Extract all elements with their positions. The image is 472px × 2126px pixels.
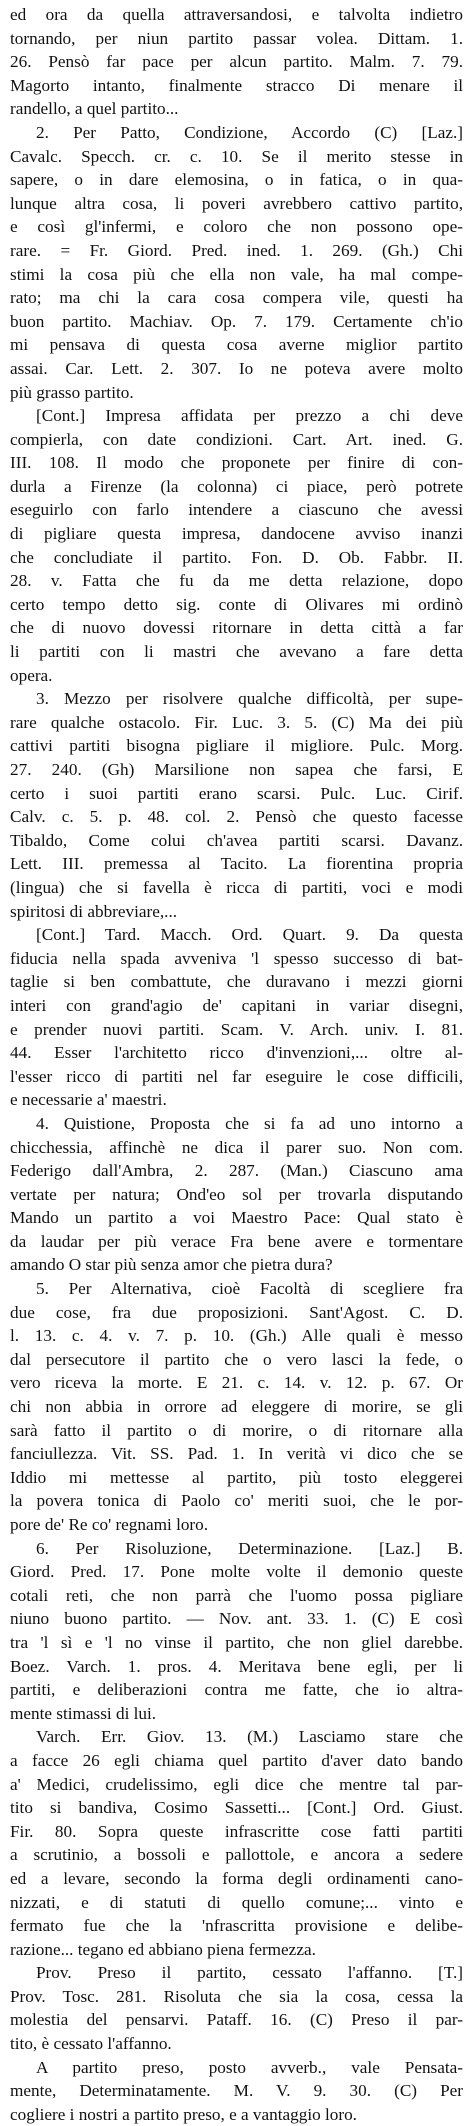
text-line: partiti, e deliberazioni contra me fatte, che io altra-	[10, 1680, 463, 1700]
text-line: Tibaldo, Come colui ch'avea partiti scarsi. Davanz.	[10, 830, 463, 850]
text-line: Giord. Pred. 17. Pone molte volte il demonio queste	[10, 1562, 463, 1582]
text-line: mente, Determinatamente. M. V. 9. 30. (C) Per	[10, 2081, 463, 2101]
text-line: (lingua) che si favella è ricca di partiti, voci e modi	[10, 877, 463, 897]
text-line: ed ora da quella attraversandosi, e talvolta indietro	[10, 5, 463, 24]
text-line: rare. = Fr. Giord. Pred. ined. 1. 269. (Gh.) Chi	[10, 240, 463, 260]
text-line: 5. Per Alternativa, cioè Facoltà di scegliere fra	[36, 1279, 463, 1299]
text-line: Federigo dall'Ambra, 2. 287. (Man.) Ciascuno ama	[10, 1161, 463, 1181]
text-line: più grasso partito.	[10, 382, 134, 402]
text-line: Iddio mi mettesse al partito, più tosto eleggerei	[10, 1467, 463, 1487]
text-line: opera.	[10, 665, 53, 685]
text-line: rato; ma chi la cara cosa compera vile, questi ha	[10, 288, 463, 308]
text-line: la povera tonica di Paolo co' meriti suoi, che le por-	[10, 1491, 463, 1511]
text-line: sapere, o in dare elemosina, o in fatica, o in qua-	[10, 170, 463, 190]
text-line: spiritosi di abbreviare,...	[10, 901, 178, 921]
text-line: mente stimassi di lui.	[10, 1703, 157, 1723]
text-line: vero riceva la morte. E 21. c. 14. v. 12. p. 67. Or	[10, 1373, 463, 1393]
text-line: e così gl'infermi, e coloro che non possono ope-	[10, 217, 463, 237]
text-line: due cose, fra due proposizioni. Sant'Agost. C. D.	[10, 1302, 463, 1322]
text-line: ed a levare, secondo la forma degli ordinamenti cano-	[10, 1868, 463, 1888]
text-line: tra 'l sì e 'l no vinse il partito, che non gliel darebbe.	[10, 1632, 463, 1652]
text-line: 3. Mezzo per risolvere qualche difficoltà, per supe-	[36, 689, 463, 709]
text-line: dal persecutore il partito che o vero lasci la fede, o	[10, 1349, 463, 1369]
text-line: lunque altra cosa, li poveri avrebbero cattivo partito,	[10, 193, 463, 213]
text-line: Prov. Tosc. 281. Risoluta che sia la cosa, cessa la	[10, 1986, 463, 2006]
text-line: fanciullezza. Vit. SS. Pad. 1. In verità vi dico che se	[10, 1444, 463, 1464]
text-line: razione... tegano ed abbiano piena fermezza.	[10, 1939, 316, 1959]
text-line: 6. Per Risoluzione, Determinazione. [Laz.] B.	[36, 1538, 463, 1558]
text-line: 2. Per Patto, Condizione, Accordo (C) [Laz.]	[36, 122, 463, 142]
text-line: e necessarie a' maestri.	[10, 1090, 167, 1110]
text-line: Varch. Err. Giov. 13. (M.) Lasciamo stare che	[36, 1727, 463, 1747]
text-line: Mando un partito a voi Maestro Pace: Qual stato è	[10, 1208, 463, 1228]
text-line: a' Medici, crudelissimo, egli dice che mentre tal par-	[10, 1774, 463, 1794]
text-line: tito si bandiva, Cosimo Sassetti... [Cont.] Ord. Giust.	[10, 1798, 463, 1818]
text-line: compierla, con date condizioni. Cart. Art. ined. G.	[10, 429, 463, 449]
text-line: Calv. c. 5. p. 48. col. 2. Pensò che questo facesse	[10, 807, 463, 827]
text-line: molestia del pensarvi. Pataff. 16. (C) Preso il par-	[10, 2010, 463, 2030]
text-line: durla a Firenze (la colonna) ci piace, però potrete	[10, 476, 463, 496]
text-line: pore de' Re co' regnami loro.	[10, 1515, 209, 1534]
text-line: taglie si ben combattute, che duravano i mezzi giorni	[10, 972, 463, 992]
text-line: Lett. III. premessa al Tacito. La fiorentina propria	[10, 854, 463, 874]
text-line: randello, a quel partito...	[10, 99, 179, 119]
text-line: a facce 26 egli chiama quel partito d'aver dato bando	[10, 1750, 463, 1770]
text-line: chicchessia, affinchè ne dica il parer suo. Non com.	[10, 1137, 463, 1157]
text-line: cattivi partiti bisogna pigliare il migliore. Pulc. Morg.	[10, 736, 463, 756]
text-line: Prov. Preso il partito, cessato l'affanno. [T.]	[36, 1963, 463, 1983]
text-line: l. 13. c. 4. v. 7. p. 10. (Gh.) Alle quali è messo	[10, 1326, 463, 1346]
text-line: [Cont.] Impresa affidata per prezzo a chi deve	[36, 406, 463, 426]
text-line: [Cont.] Tard. Macch. Ord. Quart. 9. Da questa	[36, 925, 463, 945]
text-line: certo tempo detto sig. conte di Olivares mi ordinò	[10, 594, 463, 614]
text-line: interi con grand'agio de' capitani in variar disegni,	[10, 995, 463, 1015]
text-line: tornando, per niun partito passar volea. Dittam. 1.	[10, 28, 463, 48]
text-line: da laudar per più verace Fra bene avere e tormentare	[10, 1231, 463, 1251]
text-line: buon partito. Machiav. Op. 7. 179. Certamente ch'io	[10, 311, 463, 331]
text-line: rare qualche ostacolo. Fir. Luc. 3. 5. (C) Ma dei più	[10, 712, 463, 732]
text-line: certo i suoi partiti erano scarsi. Pulc. Luc. Cirif.	[10, 783, 463, 803]
text-line: tito, è cessato l'affanno.	[10, 2034, 172, 2054]
text-line: Magorto intanto, finalmente stracco Di menare il	[10, 75, 463, 95]
text-line: fiducia nella spada avveniva 'l spesso successo di bat-	[10, 948, 463, 968]
text-line: Cavalc. Specch. cr. c. 10. Se il merito stesse in	[10, 146, 463, 166]
text-line: Fir. 80. Sopra queste infrascritte cose fatti partiti	[10, 1821, 463, 1841]
text-line: stimi la cosa più che ella non vale, ha mal compe-	[10, 264, 463, 284]
text-line: cotali reti, che non parrà che l'uomo possa pigliare	[10, 1585, 463, 1605]
text-line: III. 108. Il modo che proponete per finire di con-	[10, 453, 463, 473]
text-line: li partiti con li mastri che avevano a fare detta	[10, 642, 463, 662]
text-line: 27. 240. (Gh) Marsilione non sapea che farsi, E	[10, 760, 463, 779]
text-line: nizzati, e di statuti di quello comune;... vinto e	[10, 1892, 463, 1912]
text-line: eseguirlo con farlo intendere a ciascuno che avessi	[10, 500, 463, 520]
text-line: a scrutinio, a bossoli e pallottole, e ancora a sedere	[10, 1845, 463, 1865]
text-line: vertate per natura; Ond'eo sol per trovarla disputando	[10, 1184, 463, 1204]
text-line: mi pensava di questa cosa averne miglior partito	[10, 335, 463, 355]
text-line: che concludiate il partito. Fon. D. Ob. Fabbr. II.	[10, 547, 463, 567]
text-line: fermato fue che la 'nfrascritta provisione e delibe-	[10, 1916, 463, 1936]
text-line: sarà fatto il partito o di morire, o di ritornare alla	[10, 1420, 463, 1440]
text-line: 4. Quistione, Proposta che si fa ad uno intorno a	[36, 1113, 463, 1133]
text-line: Boez. Varch. 1. pros. 4. Meritava bene egli, per li	[10, 1656, 463, 1676]
text-line: di pigliare questa impresa, dandocene avviso inanzi	[10, 524, 463, 544]
text-line: assai. Car. Lett. 2. 307. Io ne poteva avere molto	[10, 358, 463, 378]
text-line: A partito preso, posto avverb., vale Pensata-	[36, 2057, 463, 2077]
text-line: 26. Pensò far pace per alcun partito. Malm. 7. 79.	[10, 52, 463, 72]
text-line: chi non abbia in orrore ad eleggere di morire, se gli	[10, 1397, 463, 1417]
text-line: cogliere i nostri a partito preso, e a vantaggio loro.	[10, 2104, 357, 2124]
text-line: 28. v. Fatta che fu da me detta relazione, dopo	[10, 571, 463, 591]
text-line: amando O star più senza amor che pietra dura?	[10, 1255, 333, 1275]
text-line: che di nuovo dovessi ritornare in detta città a far	[10, 618, 463, 638]
text-line: niuno buono partito. — Nov. ant. 33. 1. (C) E così	[10, 1609, 463, 1629]
text-line: 44. Esser l'architetto ricco d'invenzioni,... oltre al-	[10, 1043, 463, 1063]
text-line: l'esser ricco di partiti nel far eseguire le cose difficili,	[10, 1066, 463, 1086]
text-line: e prender nuovi partiti. Scam. V. Arch. univ. I. 81.	[10, 1019, 463, 1039]
